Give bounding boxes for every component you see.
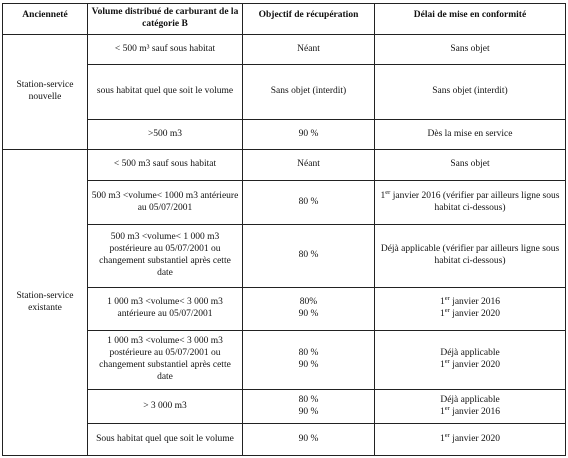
volume-cell: sous habitat quel que soit le volume xyxy=(88,65,243,120)
volume-cell: < 500 m3 sauf sous habitat xyxy=(88,150,243,181)
delai-cell: Dès la mise en service xyxy=(375,120,566,150)
delai-cell: Déjà applicable 1er janvier 2020 xyxy=(375,331,566,390)
objectif-cell: 80 % 90 % xyxy=(243,331,375,390)
delai-cell: 1er janvier 2016 (vérifier par ailleurs ligne sous habitat ci-dessous) xyxy=(375,181,566,225)
fuel-recovery-table xyxy=(2,3,566,456)
objectif-cell: 90 % xyxy=(243,120,375,150)
objectif-cell: 80 % xyxy=(243,225,375,288)
header-anciennete: Ancienneté xyxy=(3,4,88,35)
table-row xyxy=(3,225,566,288)
table-row xyxy=(3,181,566,225)
table-row xyxy=(3,390,566,424)
header-objectif: Objectif de récupération xyxy=(243,4,375,35)
table-row xyxy=(3,65,566,120)
delai-cell: Déjà applicable (vérifier par ailleurs ligne sous habitat ci-dessous) xyxy=(375,225,566,288)
table-row xyxy=(3,288,566,331)
objectif-cell: Néant xyxy=(243,35,375,65)
objectif-cell: 80% 90 % xyxy=(243,288,375,331)
header-delai: Délai de mise en conformité xyxy=(375,4,566,35)
volume-cell: >500 m3 xyxy=(88,120,243,150)
objectif-cell: 90 % xyxy=(243,424,375,456)
volume-cell: < 500 m³ sauf sous habitat xyxy=(88,35,243,65)
volume-cell: 500 m3 <volume< 1 000 m3 postérieure au 05/07/2001 ou changement substantiel après cette date xyxy=(88,225,243,288)
table-row xyxy=(3,331,566,390)
volume-cell: 1 000 m3 <volume< 3 000 m3 antérieure au 05/07/2001 xyxy=(88,288,243,331)
table-row xyxy=(3,150,566,181)
volume-cell: 500 m3 <volume< 1000 m3 antérieure au 05/07/2001 xyxy=(88,181,243,225)
table-row xyxy=(3,35,566,65)
delai-cell: Déjà applicable 1er janvier 2016 xyxy=(375,390,566,424)
volume-cell: 1 000 m3 <volume< 3 000 m3 postérieure au 05/07/2001 ou changement substantiel après cette date xyxy=(88,331,243,390)
header-volume: Volume distribué de carburant de la catégorie B xyxy=(88,4,243,35)
delai-cell: Sans objet xyxy=(375,35,566,65)
group-label-existante: Station-service existante xyxy=(3,150,88,456)
table-header-row xyxy=(3,4,566,35)
volume-cell: > 3 000 m3 xyxy=(88,390,243,424)
group-label-nouvelle: Station-service nouvelle xyxy=(3,35,88,150)
delai-cell: 1er janvier 2016 1er janvier 2020 xyxy=(375,288,566,331)
volume-cell: Sous habitat quel que soit le volume xyxy=(88,424,243,456)
delai-cell: Sans objet xyxy=(375,150,566,181)
objectif-cell: Néant xyxy=(243,150,375,181)
delai-cell: 1er janvier 2020 xyxy=(375,424,566,456)
objectif-cell: Sans objet (interdit) xyxy=(243,65,375,120)
objectif-cell: 80 % xyxy=(243,181,375,225)
delai-cell: Sans objet (interdit) xyxy=(375,65,566,120)
objectif-cell: 80 % 90 % xyxy=(243,390,375,424)
table-row xyxy=(3,120,566,150)
table-row xyxy=(3,424,566,456)
